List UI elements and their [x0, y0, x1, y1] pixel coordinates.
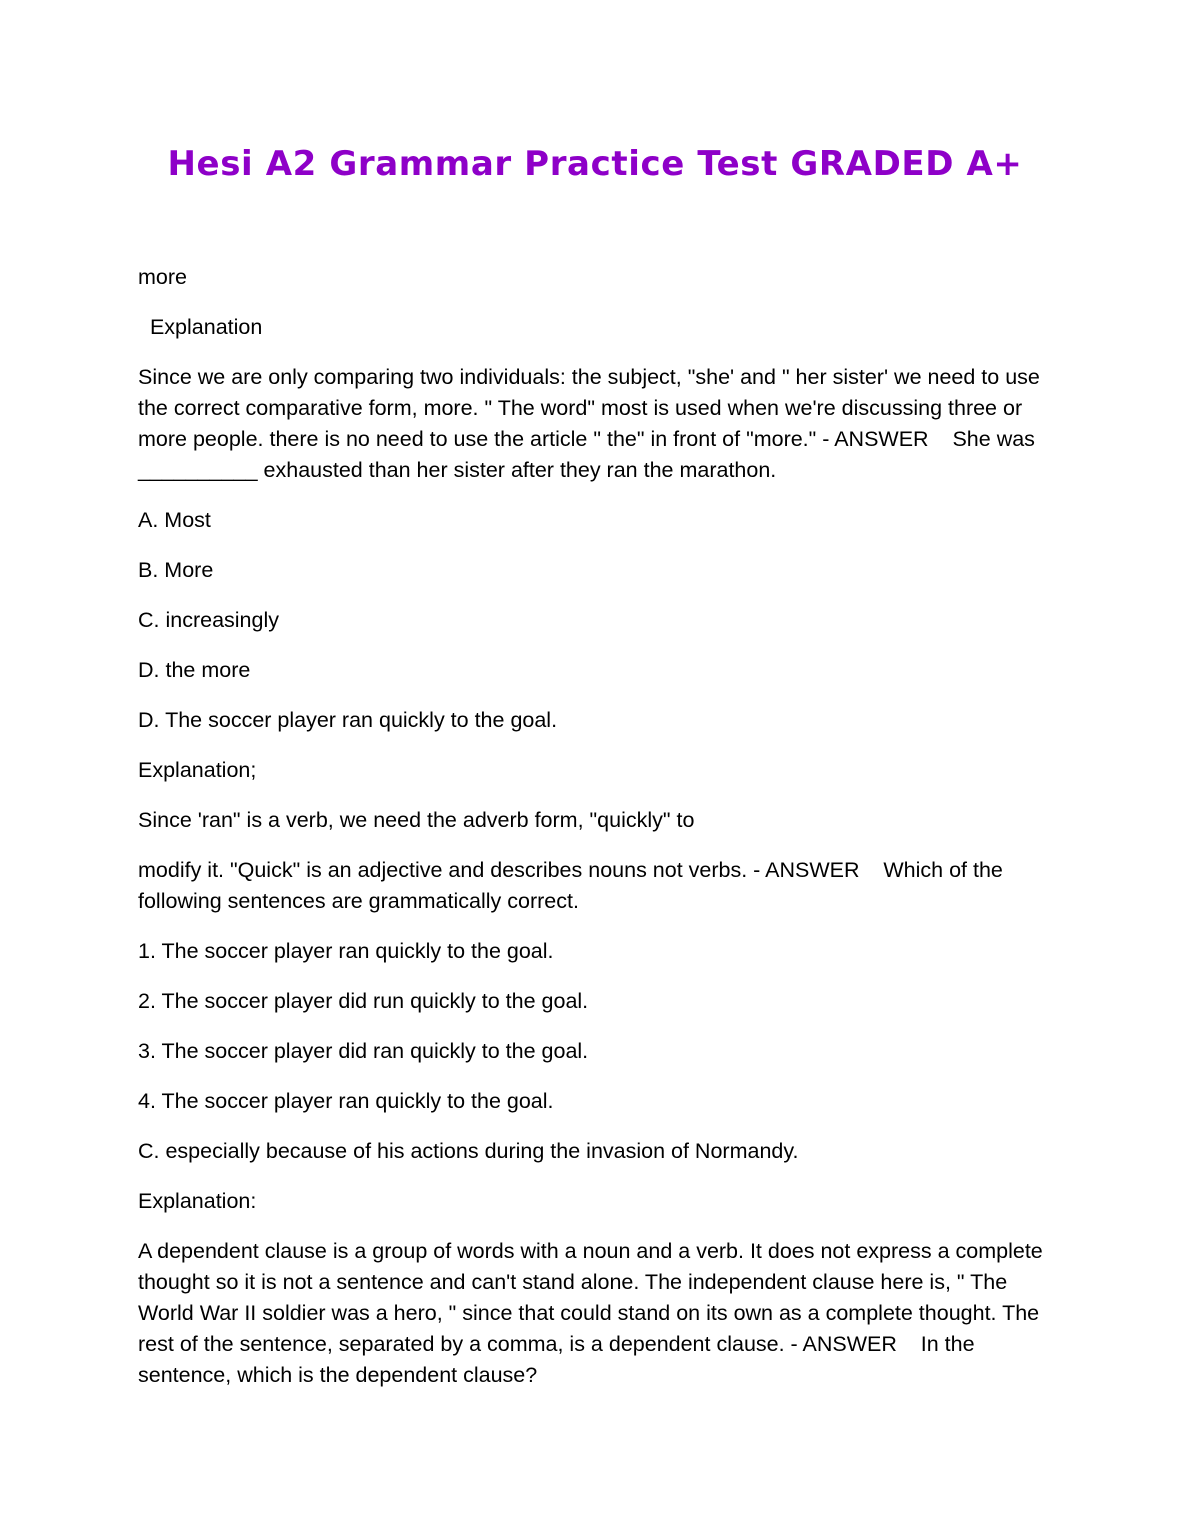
option-b: B. More [138, 558, 214, 582]
document-body [138, 262, 1058, 1410]
paragraph-question-grammatical: modify it. "Quick" is an adjective and describes nouns not verbs. - ANSWER Which of the following sentences are grammatically correct. [138, 858, 1009, 913]
option-a: A. Most [138, 508, 211, 532]
option-3: 3. The soccer player did ran quickly to the goal. [138, 1039, 589, 1063]
option-4: 4. The soccer player ran quickly to the goal. [138, 1089, 554, 1113]
paragraph-explanation-comparative: Since we are only comparing two individuals: the subject, "she' and " her sister' we need to use the correct comparative form, more. " The word" most is used when we're discussing three or more people. there is no need to use the article " the" in front of "more." - ANSWER She was __________ exhausted than her sister after they ran the marathon. [138, 365, 1046, 482]
paragraph-explanation-adverb: Since 'ran" is a verb, we need the adverb form, "quickly" to [138, 808, 695, 832]
paragraph-answer-normandy: C. especially because of his actions during the invasion of Normandy. [138, 1139, 799, 1163]
option-2: 2. The soccer player did run quickly to the goal. [138, 989, 589, 1013]
option-d: D. the more [138, 658, 251, 682]
paragraph-answer-soccer: D. The soccer player ran quickly to the goal. [138, 708, 558, 732]
paragraph-explanation-dependent-clause: A dependent clause is a group of words with a noun and a verb. It does not express a complete thought so it is not a sentence and can't stand alone. The independent clause here is, " The World War II soldier was a hero, " since that could stand on its own as a complete thought. The rest of the sentence, separated by a comma, is a dependent clause. - ANSWER In the sentence, which is the dependent clause? [138, 1239, 1049, 1387]
option-c: C. increasingly [138, 608, 279, 632]
paragraph-explanation-heading: Explanation [138, 315, 263, 339]
paragraph-explanation-heading-2: Explanation; [138, 758, 257, 782]
page-title: Hesi A2 Grammar Practice Test GRADED A+ [167, 144, 1023, 184]
option-1: 1. The soccer player ran quickly to the goal. [138, 939, 554, 963]
paragraph-explanation-heading-3: Explanation: [138, 1189, 257, 1213]
paragraph-answer-more: more [138, 265, 187, 289]
